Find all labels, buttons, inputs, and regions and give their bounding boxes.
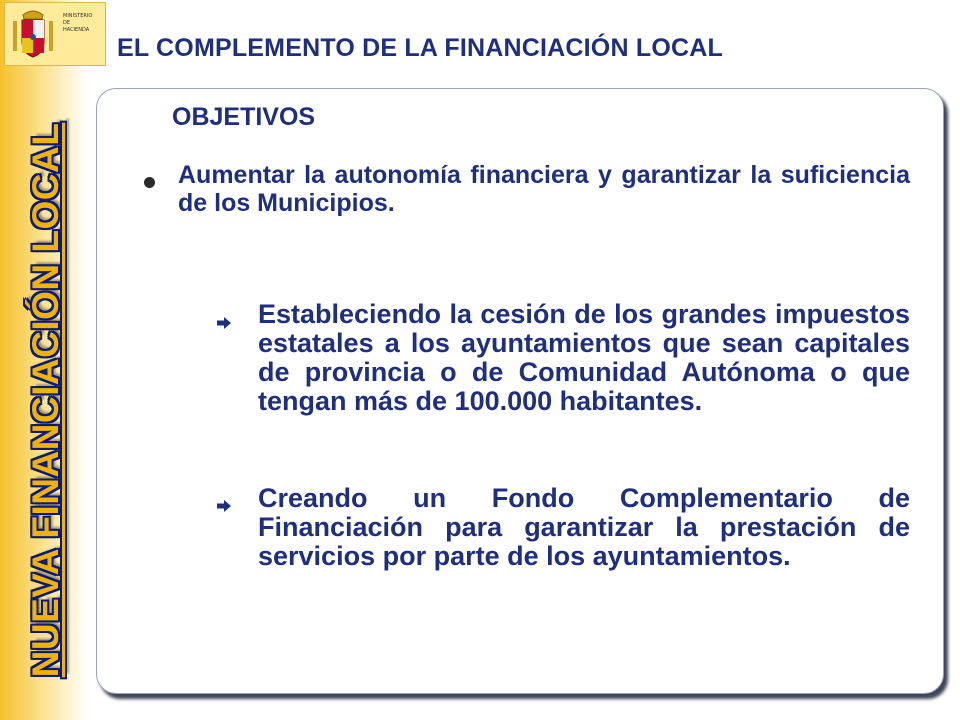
- round-bullet-icon: [144, 177, 155, 188]
- arrow-right-icon: [217, 317, 231, 329]
- vertical-title: NUEVA FINANCIACIÓN LOCAL: [25, 122, 66, 678]
- sub-objective-text: Estableciendo la cesión de los grandes impuestos estatales a los ayuntamientos que sean capitales de provincia o de Comunidad Autónoma o que tengan más de 100.000 habitantes.: [258, 299, 910, 416]
- ministry-logo: [4, 2, 106, 66]
- coat-of-arms-icon: [9, 7, 57, 61]
- ministry-label-line: DE: [63, 20, 71, 26]
- sub-objective-text: Creando un Fondo Complementario de Financiación para garantizar la prestación de servicios por parte de los ayuntamientos.: [258, 483, 910, 571]
- ministry-label-line: HACIENDA: [63, 27, 90, 33]
- ministry-label: [63, 13, 92, 34]
- ministry-label-line: MINISTERIO: [63, 13, 93, 19]
- page-title: EL COMPLEMENTO DE LA FINANCIACIÓN LOCAL: [117, 34, 723, 62]
- section-title: OBJETIVOS: [172, 103, 316, 131]
- main-objective-text: Aumentar la autonomía financiera y garantizar la suficiencia de los Municipios.: [178, 161, 910, 217]
- arrow-right-icon: [217, 500, 231, 512]
